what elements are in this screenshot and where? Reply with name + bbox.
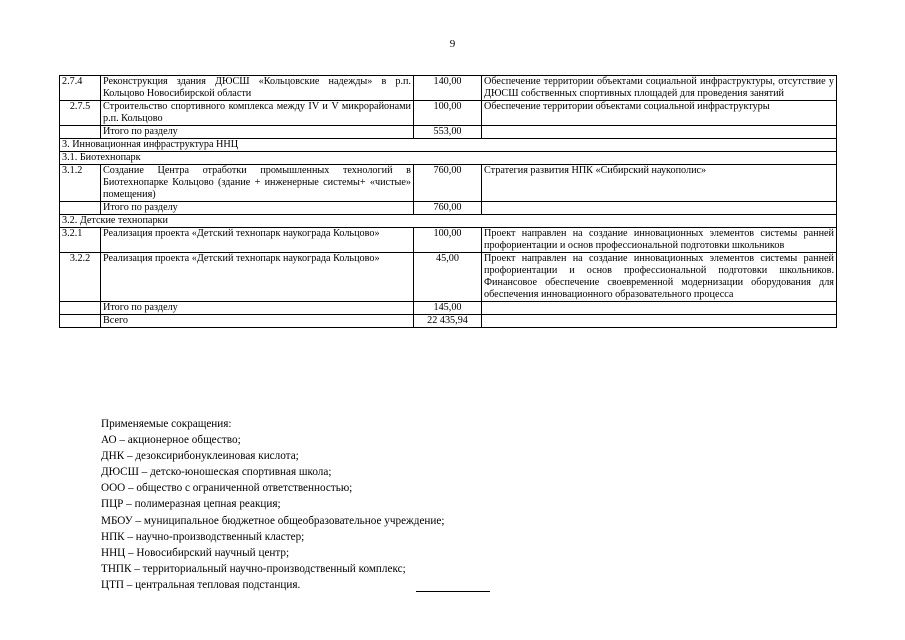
- empty-cell: [482, 202, 837, 215]
- row-number: 3.2.2: [60, 253, 101, 302]
- program-table: [59, 75, 837, 328]
- row-note: Обеспечение территории объектами социальной инфраструктуры: [482, 101, 837, 126]
- row-name: Создание Центра отработки промышленных технологий в Биотехнопарке Кольцово (здание + инженерные системы+ «чистые» помещения): [101, 165, 414, 202]
- row-name: Строительство спортивного комплекса между IV и V микрорайонами р.п. Кольцово: [101, 101, 414, 126]
- section-title: 3. Инновационная инфраструктура ННЦ: [60, 139, 837, 152]
- grand-total-label: Всего: [101, 315, 414, 328]
- abbreviation-item: ЦТП – центральная тепловая подстанция.: [101, 578, 301, 591]
- table-row: [60, 76, 837, 101]
- empty-cell: [482, 126, 837, 139]
- empty-cell: [60, 315, 101, 328]
- grand-total-amount: 22 435,94: [414, 315, 482, 328]
- row-name: Реконструкция здания ДЮСШ «Кольцовские надежды» в р.п. Кольцово Новосибирской области: [101, 76, 414, 101]
- table-row: [60, 165, 837, 202]
- row-amount: 100,00: [414, 101, 482, 126]
- abbreviation-item: ТНПК – территориальный научно-производственный комплекс;: [101, 562, 406, 575]
- empty-cell: [482, 315, 837, 328]
- section-title: 3.2. Детские технопарки: [60, 215, 837, 228]
- table-row: [60, 228, 837, 253]
- row-name: Реализация проекта «Детский технопарк наукограда Кольцово»: [101, 253, 414, 302]
- subtotal-label: Итого по разделу: [101, 126, 414, 139]
- row-amount: 140,00: [414, 76, 482, 101]
- row-number: 3.2.1: [60, 228, 101, 253]
- abbreviation-item: НПК – научно-производственный кластер;: [101, 530, 305, 543]
- table-row: [60, 101, 837, 126]
- section-row: [60, 139, 837, 152]
- section-title: 3.1. Биотехнопарк: [60, 152, 837, 165]
- subtotal-label: Итого по разделу: [101, 202, 414, 215]
- section-row: [60, 152, 837, 165]
- grand-total-row: [60, 315, 837, 328]
- empty-cell: [60, 302, 101, 315]
- footer-separator-line: [416, 591, 490, 592]
- subtotal-row: [60, 126, 837, 139]
- row-name: Реализация проекта «Детский технопарк наукограда Кольцово»: [101, 228, 414, 253]
- row-amount: 100,00: [414, 228, 482, 253]
- subtotal-label: Итого по разделу: [101, 302, 414, 315]
- row-note: Стратегия развития НПК «Сибирский наукополис»: [482, 165, 837, 202]
- subtotal-row: [60, 302, 837, 315]
- row-number: 2.7.4: [60, 76, 101, 101]
- abbreviation-item: АО – акционерное общество;: [101, 434, 241, 447]
- row-note: Проект направлен на создание инновационных элементов системы ранней профориентации и основ профессиональной подготовки школьников: [482, 228, 837, 253]
- row-number: 3.1.2: [60, 165, 101, 202]
- empty-cell: [482, 302, 837, 315]
- section-row: [60, 215, 837, 228]
- abbreviation-item: ННЦ – Новосибирский научный центр;: [101, 546, 290, 559]
- abbreviation-item: ПЦР – полимеразная цепная реакция;: [101, 498, 281, 511]
- abbreviation-item: ДНК – дезоксирибонуклеиновая кислота;: [101, 450, 299, 463]
- abbreviation-item: ДЮСШ – детско-юношеская спортивная школа;: [101, 466, 332, 479]
- subtotal-row: [60, 202, 837, 215]
- empty-cell: [60, 202, 101, 215]
- table-row: [60, 253, 837, 302]
- row-number: 2.7.5: [60, 101, 101, 126]
- row-note: Обеспечение территории объектами социальной инфраструктуры, отсутствие у ДЮСШ собственных спортивных площадей для проведения занятий: [482, 76, 837, 101]
- row-note: Проект направлен на создание инновационных элементов системы ранней профориентации и основ профессиональной подготовки школьников. Финансовое обеспечение своевременной модернизации оборудования для обеспечения инновационного образовательного процесса: [482, 253, 837, 302]
- empty-cell: [60, 126, 101, 139]
- page-number: 9: [449, 38, 456, 50]
- abbreviations-list: [101, 416, 444, 593]
- abbreviation-item: МБОУ – муниципальное бюджетное общеобразовательное учреждение;: [101, 514, 445, 527]
- subtotal-amount: 760,00: [414, 202, 482, 215]
- subtotal-amount: 553,00: [414, 126, 482, 139]
- abbreviations-heading: Применяемые сокращения:: [101, 418, 232, 430]
- row-amount: 45,00: [414, 253, 482, 302]
- abbreviation-item: ООО – общество с ограниченной ответственностью;: [101, 482, 353, 495]
- row-amount: 760,00: [414, 165, 482, 202]
- subtotal-amount: 145,00: [414, 302, 482, 315]
